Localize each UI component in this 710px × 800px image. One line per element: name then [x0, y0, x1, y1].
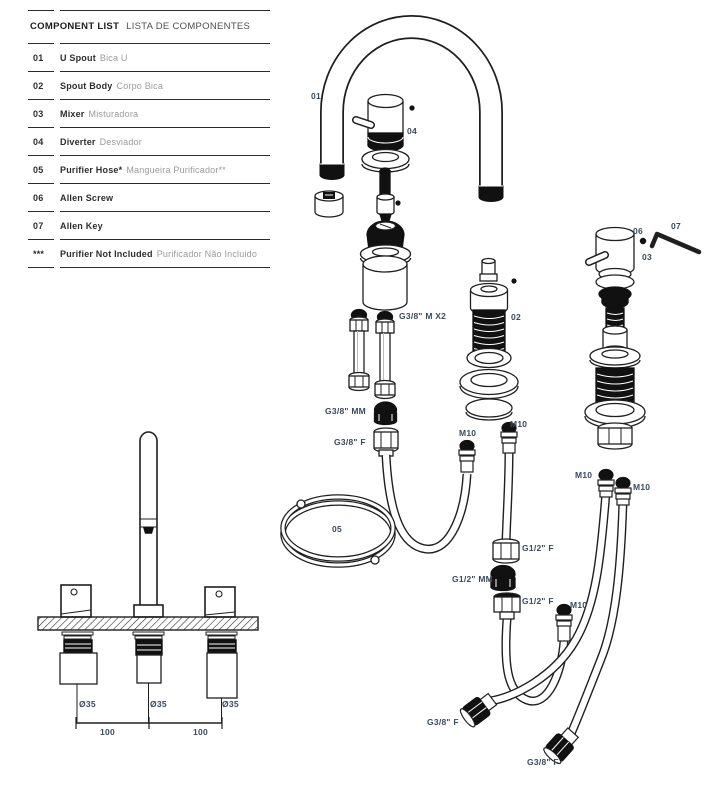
label-05: 05: [332, 524, 342, 534]
diverter-part: [356, 95, 415, 311]
component-number: 05: [28, 156, 54, 184]
g38-fittings: [374, 402, 398, 456]
component-name-pt: Mangueira Purificador**: [126, 164, 226, 175]
component-name-pt: Desviador: [99, 136, 142, 147]
component-list-title-en: COMPONENT LIST: [30, 21, 120, 32]
component-number: 01: [28, 44, 54, 72]
label-dia35-left: Ø35: [79, 699, 96, 709]
label-m10-c: M10: [575, 470, 593, 480]
label-g38-f-bottom-left: G3/8" F: [427, 717, 459, 727]
component-number: 03: [28, 100, 54, 128]
label-span100-left: 100: [100, 727, 115, 737]
component-number: ***: [28, 240, 54, 268]
component-list-header: [28, 11, 270, 43]
component-name-en: Spout Body: [60, 80, 113, 91]
label-07: 07: [671, 221, 681, 231]
label-span100-right: 100: [193, 727, 208, 737]
component-name-en: U Spout: [60, 52, 96, 63]
label-g12-f-upper: G1/2" F: [522, 543, 554, 553]
component-row: [28, 212, 270, 240]
component-name-en: Allen Screw: [60, 192, 114, 203]
component-number: 07: [28, 212, 54, 240]
aerator-part: [315, 191, 343, 217]
g12-fittings: [491, 539, 520, 619]
countertop-section: [38, 617, 258, 630]
component-row: [28, 184, 270, 212]
component-row: [28, 72, 270, 100]
spout-body-part: [460, 259, 518, 421]
label-g38-mm: G3/8" MM: [325, 406, 366, 416]
label-g12-mm: G1/2" MM: [452, 574, 493, 584]
allen-screw-dot: [409, 105, 414, 110]
label-06: 06: [633, 226, 643, 236]
component-name-pt: Corpo Bica: [116, 80, 164, 91]
component-row: [28, 100, 270, 128]
component-name-en: Purifier Hose*: [60, 164, 123, 175]
component-name-en: Purifier Not Included: [60, 248, 153, 259]
label-g38-f-bottom-right: G3/8" F: [527, 757, 559, 767]
component-row: [28, 128, 270, 156]
component-row: [28, 156, 270, 184]
component-name-en: Allen Key: [60, 220, 103, 231]
label-dia35-right: Ø35: [222, 699, 239, 709]
component-name-pt: Misturadora: [88, 108, 139, 119]
allen-screw-dot: [511, 278, 516, 283]
label-g38-f-top: G3/8" F: [334, 437, 366, 447]
component-name-en: Mixer: [60, 108, 85, 119]
component-name-pt: Purificador Não Incluido: [156, 248, 258, 259]
label-m10-e: M10: [570, 600, 588, 610]
label-01: 01: [311, 91, 321, 101]
label-04: 04: [407, 126, 417, 136]
component-name-en: Diverter: [60, 136, 96, 147]
component-number: 02: [28, 72, 54, 100]
component-list: [28, 10, 270, 268]
component-row: [28, 240, 270, 268]
component-row: [28, 44, 270, 72]
allen-screw-part: [640, 238, 646, 244]
component-number: 04: [28, 128, 54, 156]
u-spout-part: [315, 27, 503, 217]
component-name-pt: Bica U: [99, 52, 128, 63]
label-dia35-center: Ø35: [150, 699, 167, 709]
short-hose-pair: [349, 310, 395, 399]
component-list-title-pt: LISTA DE COMPONENTES: [126, 21, 251, 32]
allen-screw-dot: [395, 200, 400, 205]
label-g38-m-x2: G3/8" M X2: [399, 311, 447, 321]
label-g12-f-lower: G1/2" F: [522, 596, 554, 606]
installation-drawing: [38, 432, 258, 729]
label-m10-a: M10: [459, 428, 477, 438]
label-02: 02: [511, 312, 521, 322]
divider: [28, 10, 270, 11]
allen-key-part: [652, 234, 699, 252]
label-m10-d: M10: [633, 482, 651, 492]
label-m10-b: M10: [510, 419, 528, 429]
component-number: 06: [28, 184, 54, 212]
label-03: 03: [642, 252, 652, 262]
